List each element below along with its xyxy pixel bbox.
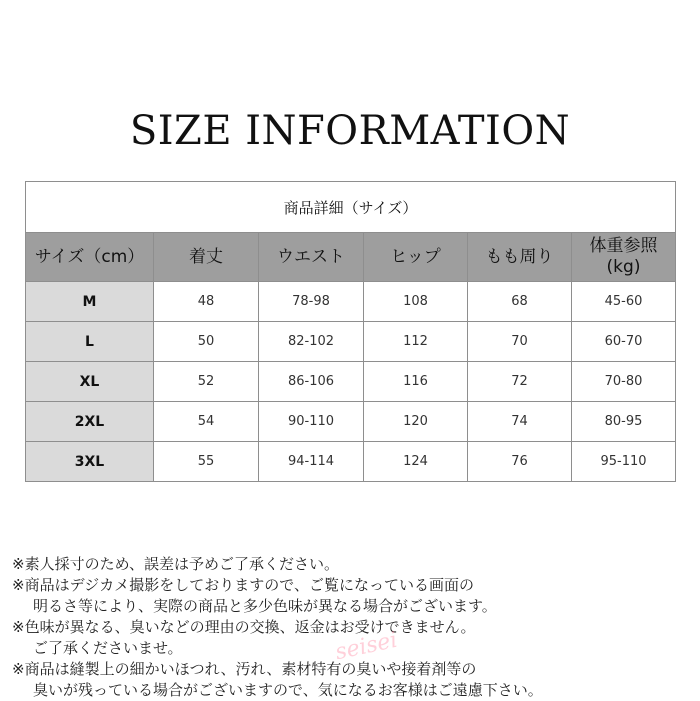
table-cell: 70 [468,322,572,362]
table-cell: 112 [364,322,468,362]
note-line: ※商品は縫製上の細かいほつれ、汚れ、素材特有の臭いや接着剤等の [12,660,477,678]
table-row [26,402,676,442]
note-line: ※商品はデジカメ撮影をしておりますので、ご覧になっている画面の [12,576,474,594]
size-table [25,181,676,482]
table-cell: 82-102 [259,322,364,362]
table-cell: 72 [468,362,572,402]
table-cell: 95-110 [572,442,676,482]
table-caption-row [26,182,676,233]
note-line: 明るさ等により、実際の商品と多少色味が異なる場合がございます。 [33,597,497,615]
table-cell: 54 [154,402,259,442]
notes [12,554,698,701]
page-title: SIZE INFORMATION [129,108,571,154]
note-line: 臭いが残っている場合がございますので、気になるお客様はご遠慮下さい。 [33,681,543,699]
header-hip: ヒップ [364,233,468,282]
size-cell: 3XL [26,442,154,482]
size-cell: 2XL [26,402,154,442]
table-cell: 78-98 [259,282,364,322]
table-cell: 48 [154,282,259,322]
table-cell: 124 [364,442,468,482]
table-cell: 52 [154,362,259,402]
table-cell: 86-106 [259,362,364,402]
table-row [26,282,676,322]
header-length: 着丈 [154,233,259,282]
header-weight-label: 体重参照 [589,236,658,256]
table-cell: 55 [154,442,259,482]
table-cell: 70-80 [572,362,676,402]
size-cell: XL [26,362,154,402]
table-header-row [26,233,676,282]
header-size: サイズ（cm） [26,233,154,282]
table-cell: 50 [154,322,259,362]
note-line: ご了承くださいませ。 [33,639,183,657]
header-weight [572,233,676,282]
table-cell: 76 [468,442,572,482]
note-line: ※素人採寸のため、誤差は予めご了承ください。 [12,555,339,573]
note-line: ※色味が異なる、臭いなどの理由の交換、返金はお受けできません。 [12,618,476,636]
size-cell: L [26,322,154,362]
table-cell: 45-60 [572,282,676,322]
table-cell: 90-110 [259,402,364,442]
header-thigh: もも周り [468,233,572,282]
table-cell: 60-70 [572,322,676,362]
table-caption: 商品詳細（サイズ） [26,182,676,233]
table-cell: 108 [364,282,468,322]
header-weight-unit: (kg) [606,257,641,277]
table-cell: 94-114 [259,442,364,482]
table-row [26,362,676,402]
table-cell: 74 [468,402,572,442]
table-row [26,442,676,482]
table-cell: 80-95 [572,402,676,442]
size-cell: M [26,282,154,322]
header-waist: ウエスト [259,233,364,282]
table-cell: 68 [468,282,572,322]
table-cell: 116 [364,362,468,402]
table-row [26,322,676,362]
table-cell: 120 [364,402,468,442]
watermark: seisei [333,627,400,666]
